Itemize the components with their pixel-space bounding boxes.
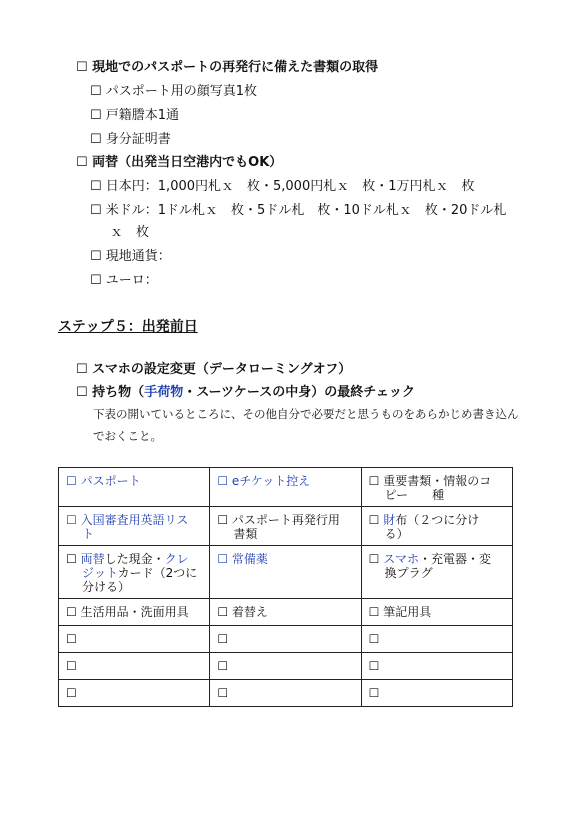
table-row: [59, 626, 513, 653]
checklist-item-reissue-docs[interactable]: ☐ 現地でのパスポートの再発行に備えた書類の取得: [76, 60, 379, 75]
table-cell[interactable]: [361, 653, 512, 680]
wallet-text-cont: る）: [384, 527, 409, 541]
table-cell[interactable]: [210, 468, 361, 507]
carry-on-link[interactable]: 手荷物: [144, 385, 184, 400]
smartphone-link[interactable]: スマホ: [383, 552, 419, 566]
charger-text: ・充電器・変: [419, 552, 492, 566]
passport-link[interactable]: ☐ パスポート: [66, 474, 141, 488]
table-cell[interactable]: [59, 507, 210, 546]
empty-checkbox[interactable]: ☐: [66, 659, 77, 673]
packing-table: [58, 467, 513, 707]
empty-checkbox[interactable]: ☐: [368, 686, 380, 700]
credit-card-link-cont[interactable]: ジット: [82, 566, 118, 580]
clothes-text: ☐ 着替え: [217, 605, 268, 619]
stationery-text: ☐ 筆記用具: [368, 605, 432, 619]
table-cell[interactable]: [361, 507, 512, 546]
step5-item-final-check[interactable]: [76, 385, 415, 401]
table-cell[interactable]: [210, 507, 361, 546]
wallet-text: [369, 513, 505, 527]
checkbox[interactable]: ☐: [368, 513, 384, 527]
table-cell[interactable]: [59, 599, 210, 626]
table-cell[interactable]: [59, 680, 210, 707]
table-row: [59, 468, 513, 507]
checklist-item-usd-cont: ｘ 枚: [110, 225, 150, 240]
table-cell[interactable]: [210, 546, 361, 599]
checklist-item-euro[interactable]: ☐ ユーロ：: [90, 273, 158, 288]
exchange-link[interactable]: 両替: [80, 552, 105, 566]
table-cell[interactable]: [361, 626, 512, 653]
table-row: [59, 507, 513, 546]
checklist-item-usd[interactable]: ☐ 米ドル：1ドル札ｘ 枚・5ドル札 枚・10ドル札ｘ 枚・20ドル札: [90, 203, 507, 218]
reissue-docs-text-cont: 書類: [233, 527, 258, 541]
cash-card-text: [66, 552, 202, 566]
table-row: [59, 546, 513, 599]
immigration-english-list-link[interactable]: ☐ 入国審査用英語リス: [66, 513, 189, 527]
checklist-item-photo[interactable]: ☐ パスポート用の顔写真1枚: [90, 84, 258, 99]
checkbox[interactable]: ☐: [368, 552, 384, 566]
table-cell[interactable]: [59, 653, 210, 680]
cash-text: した現金・: [104, 552, 165, 566]
important-docs-text-cont: ピー 種: [384, 488, 445, 502]
table-row: [59, 599, 513, 626]
empty-checkbox[interactable]: ☐: [368, 659, 380, 673]
checklist-item-yen[interactable]: ☐ 日本円：1,000円札ｘ 枚・5,000円札ｘ 枚・1万円札ｘ 枚: [90, 179, 475, 194]
eticket-link[interactable]: ☐ eチケット控え: [217, 474, 311, 488]
charger-text-cont: 換プラグ: [384, 566, 433, 580]
checklist-item-koseki[interactable]: ☐ 戸籍謄本1通: [90, 108, 180, 123]
checklist-item-local-currency[interactable]: ☐ 現地通貨：: [90, 249, 171, 264]
step5-note-line2: でおくこと。: [93, 429, 162, 443]
immigration-english-list-link-cont[interactable]: ト: [82, 527, 95, 541]
table-cell[interactable]: [210, 653, 361, 680]
table-row: [59, 680, 513, 707]
empty-checkbox[interactable]: ☐: [66, 686, 77, 700]
table-cell[interactable]: [210, 680, 361, 707]
table-cell[interactable]: [361, 680, 512, 707]
step5-note-line1: 下表の開いているところに、その他自分で必要だと思うものをあらかじめ書き込ん: [93, 407, 519, 421]
card-text-rest: カード（2つに: [117, 566, 198, 580]
checklist-item-exchange[interactable]: ☐ 両替（出発当日空港内でもOK）: [76, 155, 283, 170]
wallet-text-rest: 布（２つに分け: [395, 513, 480, 527]
step5-item-phone-settings[interactable]: ☐ スマホの設定変更（データローミングオフ）: [76, 362, 352, 377]
final-check-suffix: ・スーツケースの中身）の最終チェック: [183, 385, 415, 400]
table-cell[interactable]: [361, 546, 512, 599]
table-cell[interactable]: [210, 599, 361, 626]
card-text-cont: 分ける）: [82, 580, 131, 594]
table-cell[interactable]: [361, 599, 512, 626]
checklist-item-id[interactable]: ☐ 身分証明書: [90, 132, 171, 147]
table-cell[interactable]: [210, 626, 361, 653]
medicine-link[interactable]: ☐ 常備薬: [217, 552, 268, 566]
table-cell[interactable]: [59, 626, 210, 653]
checkbox[interactable]: ☐: [66, 552, 81, 566]
toiletries-text: ☐ 生活用品・洗面用具: [66, 605, 189, 619]
wallet-link[interactable]: 財: [383, 513, 396, 527]
table-cell[interactable]: [59, 468, 210, 507]
empty-checkbox[interactable]: ☐: [217, 659, 229, 673]
final-check-prefix: ☐ 持ち物（: [76, 385, 145, 400]
empty-checkbox[interactable]: ☐: [66, 632, 77, 646]
empty-checkbox[interactable]: ☐: [217, 632, 229, 646]
reissue-docs-text: ☐ パスポート再発行用: [217, 513, 340, 527]
important-docs-text: ☐ 重要書類・情報のコ: [368, 474, 492, 488]
empty-checkbox[interactable]: ☐: [217, 686, 229, 700]
empty-checkbox[interactable]: ☐: [368, 632, 380, 646]
table-row: [59, 653, 513, 680]
step5-heading: ステップ５：出発前日: [58, 319, 198, 335]
credit-card-link[interactable]: クレ: [164, 552, 189, 566]
table-cell[interactable]: [59, 546, 210, 599]
table-cell[interactable]: [361, 468, 512, 507]
phone-charger-text: [369, 552, 505, 566]
